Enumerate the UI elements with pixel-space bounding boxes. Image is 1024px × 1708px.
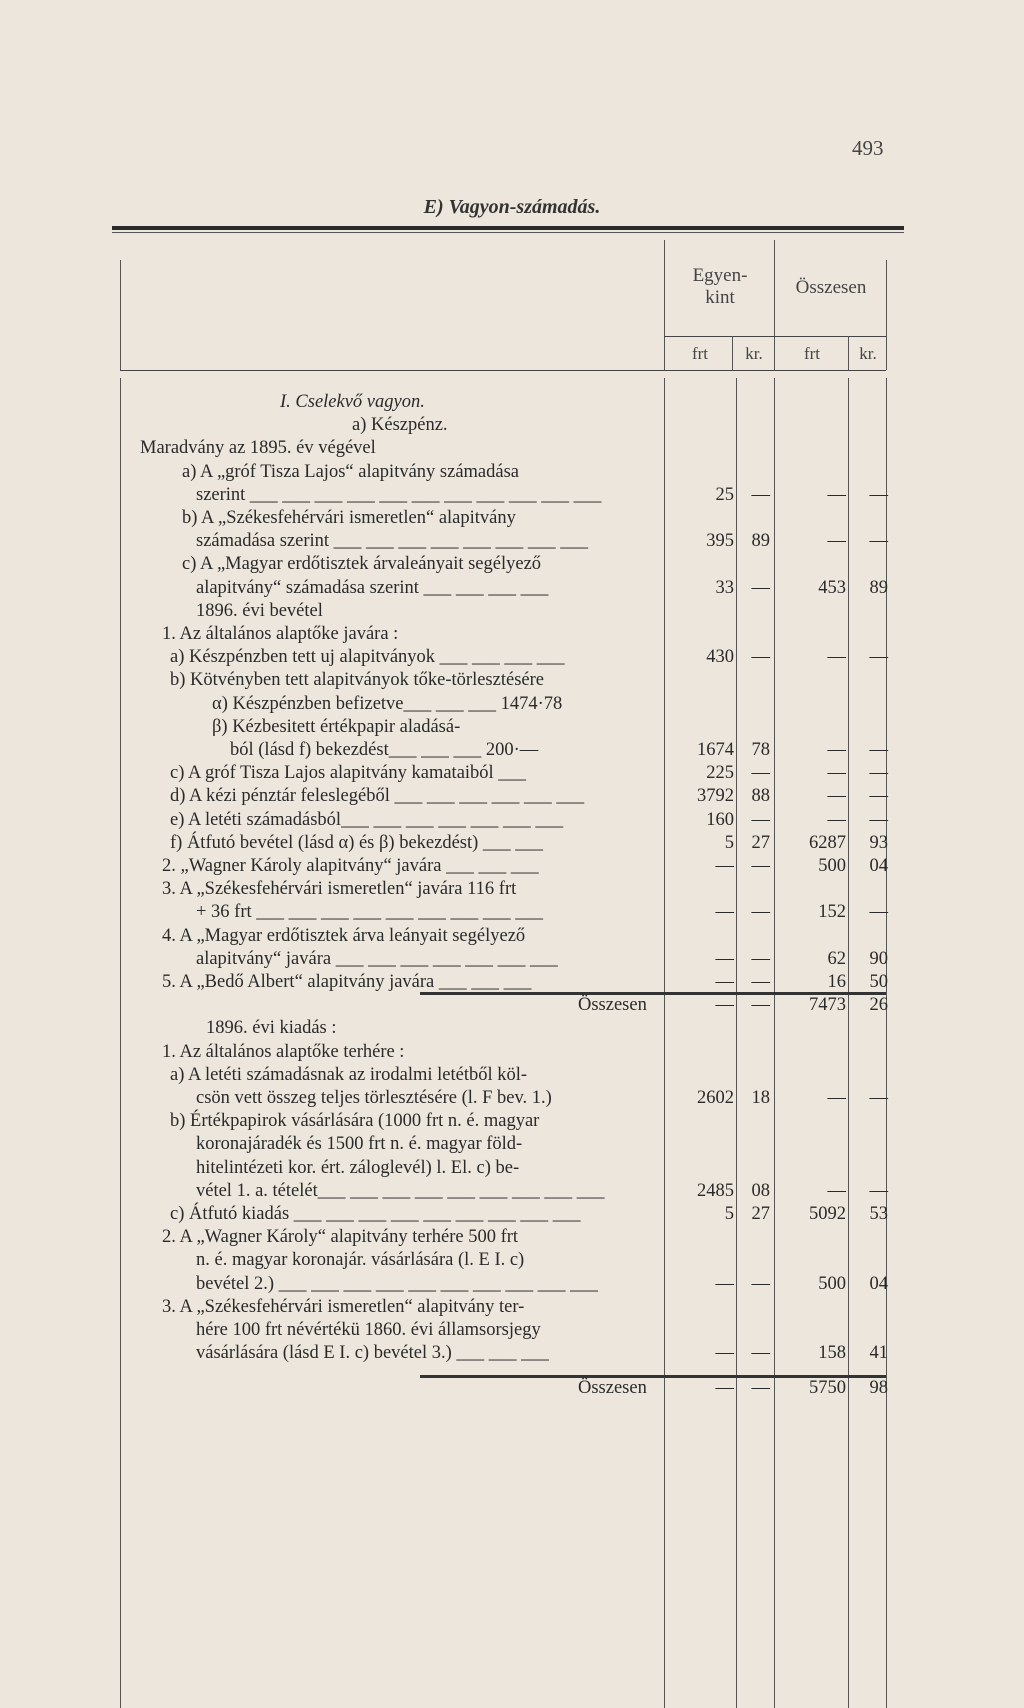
row-label: 1896. évi bevétel — [196, 600, 323, 621]
egyenkint-kr-value: — — [751, 856, 770, 876]
row-label: alapitvány“ javára ___ ___ ___ ___ ___ ___ ___ — [196, 948, 558, 969]
row-label: ból (lásd f) bekezdést___ ___ ___ 200·— — [230, 740, 539, 760]
osszesen-kr-value: — — [869, 786, 888, 807]
osszesen-frt-value: 5750 — [809, 1378, 846, 1399]
osszesen-frt-value: — — [827, 786, 846, 807]
ledger-row — [120, 390, 890, 414]
egyenkint-frt-value: 430 — [706, 647, 734, 668]
ledger-row — [120, 1248, 890, 1272]
row-label: d) A kézi pénztár feleslegéből ___ ___ ___ ___ ___ ___ — [170, 786, 585, 807]
osszesen-kr-value: — — [869, 647, 888, 668]
ledger-row — [120, 738, 890, 762]
ledger-row — [120, 1341, 890, 1365]
row-label: e) A letéti számadásból___ ___ ___ ___ ___ ___ ___ — [170, 809, 564, 830]
ledger-row — [120, 599, 890, 623]
row-label: 1. Az általános alaptőke terhére : — [162, 1041, 405, 1062]
subheader-rule — [664, 336, 886, 337]
egyenkint-kr-value: 88 — [751, 786, 770, 807]
row-label: számadása szerint ___ ___ ___ ___ ___ ___ ___ ___ — [196, 531, 589, 552]
egyenkint-kr-value: — — [751, 902, 770, 923]
osszesen-kr-value: 90 — [869, 948, 888, 969]
row-label: Összesen — [578, 1378, 647, 1399]
osszesen-frt-value: 16 — [827, 972, 846, 992]
egyenkint-frt-value: 3792 — [697, 786, 734, 807]
egyenkint-kr-value: 89 — [751, 531, 770, 552]
subheader-kr-2: kr. — [859, 344, 877, 363]
osszesen-kr-value: — — [869, 763, 888, 784]
egyenkint-kr-value: 27 — [751, 1204, 770, 1224]
ledger-row — [120, 692, 890, 716]
osszesen-kr-value: — — [869, 1088, 888, 1108]
osszesen-kr-value: — — [869, 740, 888, 760]
ledger-row — [120, 1109, 890, 1133]
row-label: a) Készpénzben tett uj alapitványok ___ ___ ___ ___ — [170, 647, 565, 668]
egyenkint-frt-value: 33 — [715, 577, 734, 598]
egyenkint-frt-value: 395 — [706, 531, 734, 552]
osszesen-frt-value: — — [827, 1180, 846, 1201]
ledger-row — [120, 1156, 890, 1180]
ledger-row — [120, 924, 890, 948]
osszesen-frt-value: — — [827, 763, 846, 784]
egyenkint-kr-value: — — [751, 647, 770, 668]
ledger-row — [120, 1086, 890, 1110]
row-label: 5. A „Bedő Albert“ alapitvány javára ___ ___ ___ — [162, 972, 532, 992]
osszesen-frt-value: — — [827, 647, 846, 668]
osszesen-frt-value: — — [827, 1088, 846, 1108]
egyenkint-frt-value: — — [715, 902, 734, 923]
ledger-row — [120, 576, 890, 600]
header-right-rule — [886, 260, 887, 370]
osszesen-kr-value: — — [869, 809, 888, 830]
row-label: a) Készpénz. — [352, 415, 448, 436]
egyenkint-kr-value: — — [751, 1273, 770, 1294]
row-label: vásárlására (lásd E I. c) bevétel 3.) ___ ___ ___ — [196, 1343, 549, 1364]
ledger-row — [120, 436, 890, 460]
osszesen-kr-value: — — [869, 902, 888, 923]
row-label: vétel 1. a. tételét___ ___ ___ ___ ___ ___ ___ ___ ___ — [196, 1180, 605, 1201]
ledger-row — [120, 1016, 890, 1040]
row-label: α) Készpénzben befizetve___ ___ ___ 1474·78 — [212, 693, 563, 714]
osszesen-frt-value: — — [827, 740, 846, 760]
header-divider-2 — [774, 240, 775, 370]
row-label: csön vett összeg teljes törlesztésére (l. F bev. 1.) — [196, 1088, 552, 1108]
ledger-row — [120, 1202, 890, 1226]
osszesen-frt-value: 152 — [818, 902, 846, 923]
ledger-row — [120, 506, 890, 530]
row-label: c) Átfutó kiadás ___ ___ ___ ___ ___ ___ ___ ___ ___ — [170, 1204, 581, 1224]
ledger-row — [120, 460, 890, 484]
section-title: E) Vagyon-számadás. — [423, 196, 601, 218]
egyenkint-frt-value: 160 — [706, 809, 734, 830]
row-label: 3. A „Székesfehérvári ismeretlen“ alapitvány ter- — [162, 1296, 525, 1317]
osszesen-kr-value: 93 — [869, 832, 888, 853]
row-label: b) Értékpapirok vásárlására (1000 frt n. é. magyar — [170, 1111, 540, 1132]
header-divider-1 — [664, 240, 665, 370]
osszesen-frt-value: 453 — [818, 577, 846, 598]
row-label: β) Kézbesitett értékpapir aladásá- — [212, 716, 461, 737]
egyenkint-kr-value: — — [751, 577, 770, 598]
row-label: a) A „gróf Tisza Lajos“ alapitvány számadása — [182, 461, 520, 482]
row-label: alapitvány“ számadása szerint ___ ___ ___ ___ — [196, 577, 549, 598]
egyenkint-frt-value: 225 — [706, 763, 734, 784]
egyenkint-kr-value: — — [751, 1343, 770, 1364]
egyenkint-kr-value: 08 — [751, 1180, 770, 1201]
ledger-row — [120, 552, 890, 576]
osszesen-kr-value: 41 — [869, 1343, 888, 1364]
osszesen-frt-value: — — [827, 809, 846, 830]
egyenkint-kr-value: — — [751, 948, 770, 969]
ledger-row — [120, 784, 890, 808]
ledger-row — [120, 970, 890, 994]
osszesen-frt-value: 5092 — [809, 1204, 846, 1224]
osszesen-kr-value: 53 — [869, 1204, 888, 1224]
egyenkint-kr-value: — — [751, 484, 770, 505]
ledger-row — [120, 1318, 890, 1342]
row-label: 2. A „Wagner Károly“ alapitvány terhére 500 frt — [162, 1227, 519, 1248]
ledger-row — [120, 622, 890, 646]
ledger-row — [120, 1179, 890, 1203]
egyenkint-frt-value: 25 — [715, 484, 734, 505]
egyenkint-kr-value: 18 — [751, 1088, 770, 1108]
row-label: c) A gróf Tisza Lajos alapitvány kamataiból ___ — [170, 763, 527, 784]
egyenkint-frt-value: — — [715, 1343, 734, 1364]
subheader-frt-2: frt — [803, 344, 821, 363]
ledger-row — [120, 1272, 890, 1296]
subheader-divider-2 — [848, 336, 849, 370]
row-label: Maradvány az 1895. év végével — [140, 438, 376, 459]
row-label: Összesen — [578, 995, 647, 1016]
row-label: bevétel 2.) ___ ___ ___ ___ ___ ___ ___ ___ ___ ___ — [196, 1273, 598, 1294]
col-egyenkint-line1: Egyen- — [692, 265, 748, 286]
egyenkint-frt-value: — — [715, 948, 734, 969]
ledger-row — [120, 645, 890, 669]
ledger-row — [120, 831, 890, 855]
egyenkint-kr-value: — — [751, 809, 770, 830]
osszesen-frt-value: 62 — [827, 948, 846, 969]
ledger-row — [120, 1295, 890, 1319]
row-label: 1. Az általános alaptőke javára : — [162, 624, 399, 644]
ledger-row — [120, 668, 890, 692]
ledger-row — [120, 761, 890, 785]
osszesen-kr-value: — — [869, 484, 888, 505]
osszesen-kr-value: 98 — [869, 1378, 888, 1399]
egyenkint-frt-value: 5 — [724, 1204, 734, 1224]
row-label: I. Cselekvő vagyon. — [280, 392, 425, 412]
osszesen-frt-value: 158 — [818, 1343, 846, 1364]
header-left-rule — [120, 260, 121, 370]
osszesen-frt-value: 6287 — [809, 832, 846, 853]
ledger-row — [120, 993, 890, 1017]
ledger-row — [120, 808, 890, 832]
egyenkint-kr-value: — — [751, 972, 770, 992]
row-label: c) A „Magyar erdőtisztek árvaleányait segélyező — [182, 554, 542, 575]
egyenkint-frt-value: — — [715, 995, 734, 1016]
ledger-row — [120, 529, 890, 553]
row-label: 4. A „Magyar erdőtisztek árva leányait segélyező — [162, 925, 526, 946]
egyenkint-kr-value: 78 — [751, 740, 770, 760]
subheader-frt-1: frt — [691, 344, 709, 363]
subheader-divider-1 — [732, 336, 733, 370]
egyenkint-frt-value: — — [715, 1273, 734, 1294]
row-label: b) Kötvényben tett alapitványok tőke-törlesztésére — [170, 670, 544, 691]
ledger-row — [120, 483, 890, 507]
row-label: 2. „Wagner Károly alapitvány“ javára ___ ___ ___ — [162, 856, 539, 876]
osszesen-frt-value: — — [827, 484, 846, 505]
table-header — [120, 240, 886, 370]
egyenkint-frt-value: — — [715, 972, 734, 992]
osszesen-kr-value: 26 — [869, 995, 888, 1016]
page-number: 493 — [852, 136, 884, 160]
ledger-row — [120, 900, 890, 924]
col-osszesen: Összesen — [795, 277, 867, 298]
osszesen-kr-value: 04 — [869, 1273, 888, 1294]
osszesen-frt-value: 500 — [818, 856, 846, 876]
egyenkint-frt-value: 2485 — [697, 1180, 734, 1201]
row-label: f) Átfutó bevétel (lásd α) és β) bekezdést) ___ ___ — [170, 832, 544, 853]
osszesen-kr-value: 89 — [869, 577, 888, 598]
header-bottom-rule — [120, 370, 886, 371]
egyenkint-frt-value: — — [715, 856, 734, 876]
row-label: n. é. magyar koronajár. vásárlására (l. E I. c) — [196, 1250, 525, 1271]
thick-rule — [112, 226, 904, 233]
row-label: hitelintézeti kor. ért. záloglevél) l. El. c) be- — [196, 1157, 520, 1178]
col-egyenkint-line2: kint — [705, 287, 735, 308]
ledger-row — [120, 877, 890, 901]
osszesen-frt-value: — — [827, 531, 846, 552]
egyenkint-kr-value: — — [751, 995, 770, 1016]
ledger-row — [120, 413, 890, 437]
egyenkint-kr-value: — — [751, 1378, 770, 1399]
row-label: 3. A „Székesfehérvári ismeretlen“ javára 116 frt — [162, 879, 517, 900]
egyenkint-frt-value: — — [715, 1378, 734, 1399]
osszesen-frt-value: 7473 — [809, 995, 846, 1016]
subheader-kr-1: kr. — [745, 344, 763, 363]
ledger-row — [120, 1376, 890, 1400]
ledger-row — [120, 1063, 890, 1087]
ledger-row — [120, 854, 890, 878]
row-label: b) A „Székesfehérvári ismeretlen“ alapitvány — [182, 508, 516, 528]
osszesen-frt-value: 500 — [818, 1273, 846, 1294]
osszesen-kr-value: — — [869, 1180, 888, 1201]
egyenkint-kr-value: — — [751, 763, 770, 784]
ledger-row — [120, 1225, 890, 1249]
osszesen-kr-value: 04 — [869, 856, 888, 876]
ledger-row — [120, 1132, 890, 1156]
row-label: koronajáradék és 1500 frt n. é. magyar föld- — [196, 1134, 523, 1155]
row-label: szerint ___ ___ ___ ___ ___ ___ ___ ___ ___ ___ ___ — [196, 484, 602, 505]
ledger-row — [120, 715, 890, 739]
egyenkint-frt-value: 1674 — [697, 740, 734, 760]
row-label: + 36 frt ___ ___ ___ ___ ___ ___ ___ ___ ___ — [196, 902, 544, 923]
ledger-row — [120, 947, 890, 971]
row-label: 1896. évi kiadás : — [206, 1018, 337, 1039]
egyenkint-frt-value: 5 — [724, 832, 734, 853]
row-label: hére 100 frt névértékü 1860. évi államsorsjegy — [196, 1320, 541, 1340]
ledger-row — [120, 1040, 890, 1064]
egyenkint-kr-value: 27 — [751, 832, 770, 853]
row-label: a) A letéti számadásnak az irodalmi letétből köl- — [170, 1064, 528, 1085]
osszesen-kr-value: 50 — [869, 972, 888, 992]
egyenkint-frt-value: 2602 — [697, 1088, 734, 1108]
osszesen-kr-value: — — [869, 531, 888, 552]
